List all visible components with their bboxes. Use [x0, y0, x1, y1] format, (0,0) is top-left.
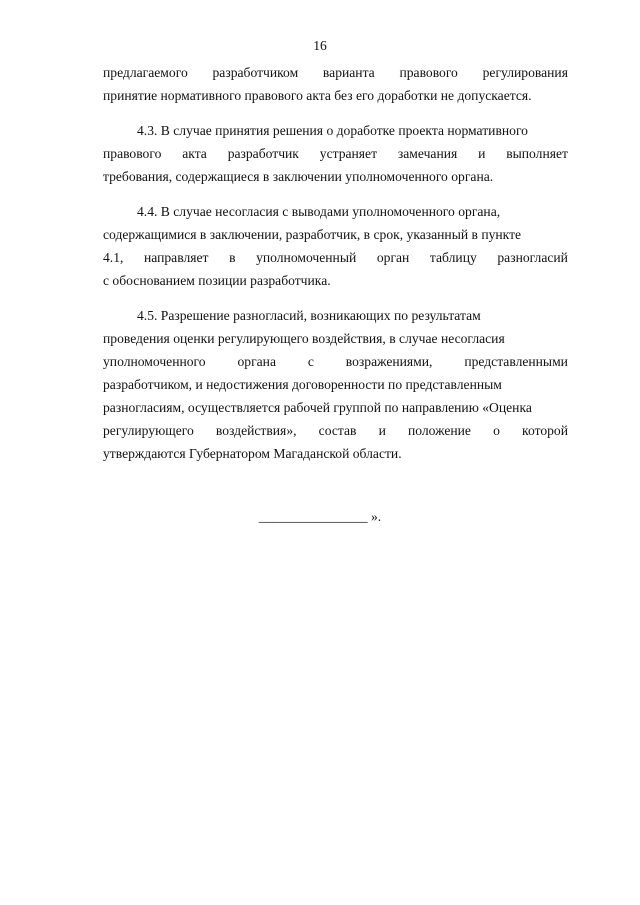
word: устраняет — [319, 146, 378, 161]
word: органа — [237, 354, 276, 369]
word: и — [378, 423, 386, 438]
word: воздействия», — [215, 423, 297, 438]
text-line: принятие нормативного правового акта без его доработки не допускается. — [103, 88, 532, 103]
word: варианта — [322, 65, 375, 80]
text-line: разногласиям, осуществляется рабочей группой по направлению «Оценка — [103, 400, 532, 415]
word: с — [307, 354, 314, 369]
word: регулирующего — [103, 423, 194, 438]
word: акта — [182, 146, 207, 161]
paragraph-4-4 — [103, 200, 568, 292]
text-line: 4.4. В случае несогласия с выводами уполномоченного органа, — [137, 204, 501, 219]
word: разработчик — [227, 146, 299, 161]
word: предлагаемого — [103, 65, 188, 80]
word: представленными — [464, 354, 568, 369]
text-line: с обоснованием позиции разработчика. — [103, 273, 331, 288]
text-line: проведения оценки регулирующего воздействия, в случае несогласия — [103, 331, 505, 346]
word: орган — [376, 250, 410, 265]
word: правового — [399, 65, 458, 80]
word: уполномоченного — [103, 354, 206, 369]
word: в — [229, 250, 236, 265]
text-line — [103, 419, 568, 442]
word: разногласий — [497, 250, 568, 265]
word: и — [478, 146, 486, 161]
word: разработчиком — [212, 65, 299, 80]
text-line — [103, 350, 568, 373]
text-line — [103, 246, 568, 269]
word: регулирования — [482, 65, 568, 80]
word: уполномоченный — [256, 250, 357, 265]
word: состав — [318, 423, 357, 438]
word: выполняет — [506, 146, 568, 161]
document-body — [103, 61, 568, 465]
word: о — [493, 423, 500, 438]
text-line — [103, 142, 568, 165]
text-line: 4.3. В случае принятия решения о доработке проекта нормативного — [137, 123, 528, 138]
page-number: 16 — [313, 38, 327, 53]
word: 4.1, — [103, 250, 124, 265]
text-line: утверждаются Губернатором Магаданской области. — [103, 446, 402, 461]
word: которой — [522, 423, 568, 438]
closing-line: ________________ ». — [258, 509, 382, 524]
word: замечания — [397, 146, 458, 161]
paragraph-4-3 — [103, 119, 568, 188]
text-line — [103, 61, 568, 84]
text-line: 4.5. Разрешение разногласий, возникающих по результатам — [137, 308, 481, 323]
word: возражениями, — [345, 354, 433, 369]
paragraph-4-5 — [103, 304, 568, 465]
word: правового — [103, 146, 162, 161]
text-line: содержащимися в заключении, разработчик, в срок, указанный в пункте — [103, 227, 522, 242]
word: направляет — [143, 250, 209, 265]
word: таблицу — [429, 250, 477, 265]
text-line: разработчиком, и недостижения договоренности по представленным — [103, 377, 502, 392]
paragraph-continuation — [103, 61, 568, 107]
text-line: требования, содержащиеся в заключении уполномоченного органа. — [103, 169, 494, 184]
word: положение — [407, 423, 471, 438]
